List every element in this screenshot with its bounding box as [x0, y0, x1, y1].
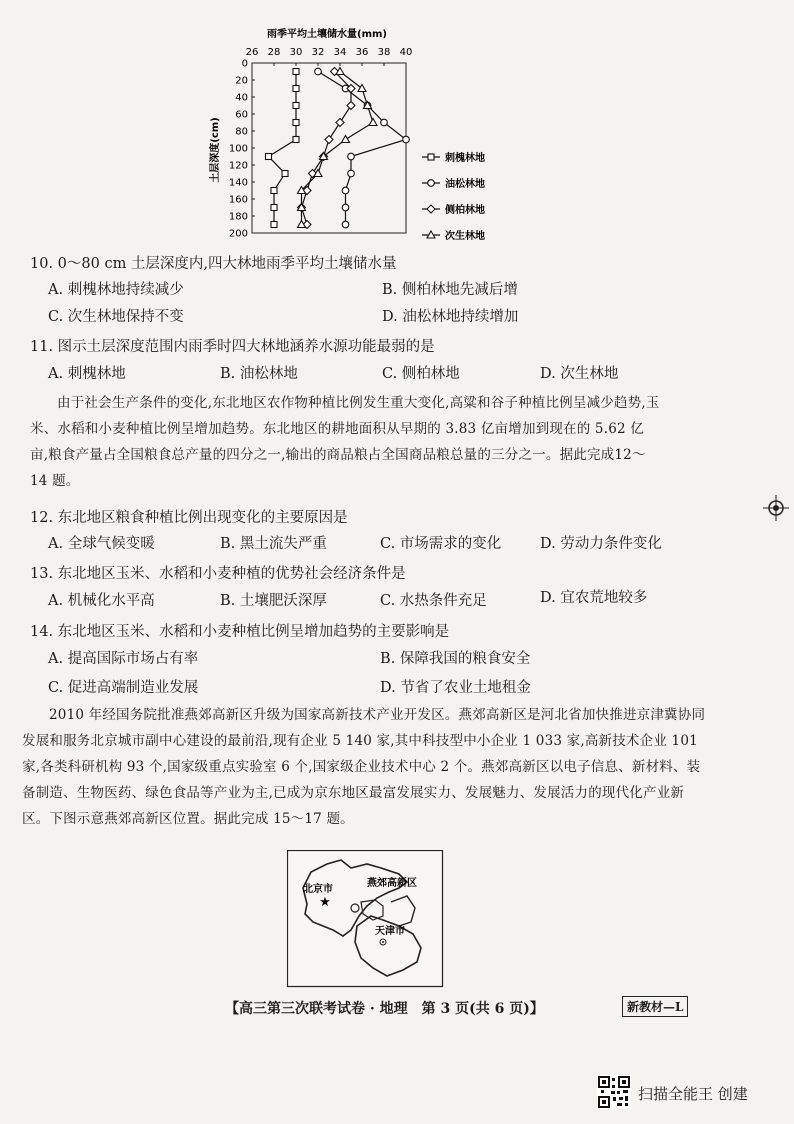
- y-tick-label: 60: [235, 109, 248, 121]
- q11-stem: 11. 图示土层深度范围内雨季时四大林地涵养水源功能最弱的是: [30, 339, 435, 355]
- y-tick-label: 100: [228, 143, 248, 155]
- data-point: [271, 222, 277, 228]
- data-point: [325, 136, 333, 144]
- data-point: [428, 180, 435, 187]
- q14-option-d[interactable]: D. 节省了农业土地租金: [380, 680, 531, 696]
- passage-12-14: 由于社会生产条件的变化,东北地区农作物种植比例发生重大变化,高粱和谷子种植比例呈减少趋势,玉米、水稻和小麦种植比例呈增加趋势。东北地区的耕地面积从早期的 3.83 亿亩增加到现在的 5.62 亿亩,粮食产量占全国粮食总产量的四分之一,输出的商品粮占全国商品粮总量的三分之一。据此完成12～14 题。: [30, 395, 660, 489]
- q10-option-a[interactable]: A. 刺槐林地持续减少: [48, 282, 184, 298]
- x-tick-label: 32: [311, 47, 325, 58]
- series-lines: [266, 68, 410, 229]
- soil-water-chart: [200, 25, 510, 245]
- q12-option-b[interactable]: B. 黑土流失严重: [220, 536, 327, 552]
- q10-option-b[interactable]: B. 侧柏林地先减后增: [382, 282, 518, 298]
- chart-title: 雨季平均土壤储水量(mm): [267, 29, 387, 40]
- data-point: [293, 120, 299, 126]
- data-point: [342, 187, 349, 194]
- data-point: [347, 102, 355, 110]
- q14-option-b[interactable]: B. 保障我国的粮食安全: [380, 651, 531, 667]
- qr-code-icon: [597, 1075, 631, 1109]
- q14-stem: 14. 东北地区玉米、水稻和小麦种植比例呈增加趋势的主要影响是: [30, 624, 450, 640]
- data-point: [342, 204, 349, 211]
- data-point: [348, 170, 355, 177]
- passage-15-17: 2010 年经国务院批准燕郊高新区升级为国家高新技术产业开发区。燕郊高新区是河北省加快推进京津冀协同发展和服务北京城市副中心建设的最前沿,现有企业 5 140 家,其中科技型中小企业 1 033 家,高新技术企业 101 家,各类科研机构 93 个,国家级重点实验室 6 个,国家级企业技术中心 2 个。燕郊高新区以电子信息、新材料、装备制造、生物医药、绿色食品等产业为主,已成为京东地区最富发展实力、发展魅力、发展活力的现代化产业新区。下图示意燕郊高新区位置。据此完成 15～17 题。: [22, 707, 706, 827]
- series-line: [269, 72, 297, 225]
- q13-option-d[interactable]: D. 宜农荒地较多: [540, 590, 648, 606]
- q12-option-c[interactable]: C. 市场需求的变化: [380, 536, 502, 552]
- q11-option-b[interactable]: B. 油松林地: [220, 366, 298, 382]
- data-point: [381, 119, 388, 126]
- yanjiao-label: 燕郊高新区: [367, 878, 417, 889]
- x-tick-label: 30: [289, 47, 303, 58]
- series-line: [318, 72, 406, 225]
- footer-tag: 新教材—L: [622, 996, 688, 1017]
- q13-option-c[interactable]: C. 水热条件充足: [380, 593, 487, 609]
- legend-item: [422, 177, 485, 190]
- legend-item: [422, 203, 485, 216]
- y-tick-label: 120: [228, 160, 248, 172]
- series-line: [302, 72, 352, 225]
- q12-option-a[interactable]: A. 全球气候变暖: [48, 536, 155, 552]
- y-axis-label: 土层深度(cm): [210, 117, 221, 183]
- series-circle: [315, 68, 410, 228]
- y-tick-label: 180: [228, 211, 248, 223]
- footer-title: 【高三第三次联考试卷 · 地理 第 3 页(共 6 页)】: [225, 1001, 544, 1017]
- x-tick-label: 40: [399, 47, 413, 58]
- data-point: [293, 103, 299, 109]
- data-point: [266, 154, 272, 160]
- data-point: [315, 68, 322, 75]
- data-point: [342, 221, 349, 228]
- q13-stem: 13. 东北地区玉米、水稻和小麦种植的优势社会经济条件是: [30, 566, 406, 582]
- data-point: [348, 153, 355, 160]
- q11-option-d[interactable]: D. 次生林地: [540, 366, 619, 382]
- q10-option-c[interactable]: C. 次生林地保持不变: [48, 309, 184, 325]
- legend-label: 次生林地: [445, 231, 485, 242]
- data-point: [403, 136, 410, 143]
- registration-mark-icon: [763, 495, 789, 521]
- q13-option-b[interactable]: B. 土壤肥沃深厚: [220, 593, 327, 609]
- data-point: [271, 205, 277, 211]
- y-tick-label: 40: [235, 92, 248, 104]
- tianjin-label: 天津市: [375, 926, 405, 937]
- scanner-watermark: 扫描全能王 创建: [638, 1085, 748, 1103]
- map-frame: [288, 851, 443, 987]
- chart-legend: [422, 151, 485, 242]
- y-tick-label: 0: [241, 58, 248, 70]
- x-tick-label: 34: [333, 47, 347, 58]
- q13-option-a[interactable]: A. 机械化水平高: [48, 593, 155, 609]
- q10-option-d[interactable]: D. 油松林地持续增加: [382, 309, 519, 325]
- q14-option-c[interactable]: C. 促进高端制造业发展: [48, 680, 199, 696]
- y-tick-label: 160: [228, 194, 248, 206]
- series-triangle: [298, 68, 378, 228]
- data-point: [293, 69, 299, 75]
- data-point: [336, 119, 344, 127]
- legend-label: 侧柏林地: [445, 205, 485, 216]
- data-point: [428, 154, 434, 160]
- legend-item: [422, 151, 485, 164]
- x-tick-label: 28: [267, 47, 281, 58]
- data-point: [271, 188, 277, 194]
- data-point: [369, 119, 377, 126]
- x-tick-label: 38: [377, 47, 391, 58]
- y-tick-label: 200: [228, 228, 248, 240]
- q11-option-c[interactable]: C. 侧柏林地: [382, 366, 460, 382]
- series-square: [266, 69, 300, 228]
- data-point: [282, 171, 288, 177]
- y-tick-label: 80: [235, 126, 248, 138]
- legend-label: 刺槐林地: [445, 153, 485, 164]
- series-line: [302, 72, 374, 225]
- q14-option-a[interactable]: A. 提高国际市场占有率: [48, 651, 199, 667]
- legend-item: [422, 229, 485, 242]
- q12-stem: 12. 东北地区粮食种植比例出现变化的主要原因是: [30, 510, 348, 526]
- data-point: [342, 136, 350, 143]
- x-tick-label: 36: [355, 47, 369, 58]
- beijing-star-icon: ★: [319, 895, 331, 910]
- y-tick-label: 140: [228, 177, 248, 189]
- q12-option-d[interactable]: D. 劳动力条件变化: [540, 536, 662, 552]
- data-point: [293, 137, 299, 143]
- beijing-label: 北京市: [303, 884, 333, 895]
- data-point: [358, 85, 366, 92]
- y-tick-label: 20: [235, 75, 248, 87]
- q10-stem: 10. 0～80 cm 土层深度内,四大林地雨季平均土壤储水量: [30, 256, 397, 272]
- legend-label: 油松林地: [445, 179, 485, 190]
- data-point: [427, 205, 435, 213]
- data-point: [293, 86, 299, 92]
- q11-option-a[interactable]: A. 刺槐林地: [48, 366, 126, 382]
- y-axis-ticks: [229, 59, 255, 240]
- yanjiao-location-map: [287, 850, 445, 990]
- x-tick-label: 26: [245, 47, 259, 58]
